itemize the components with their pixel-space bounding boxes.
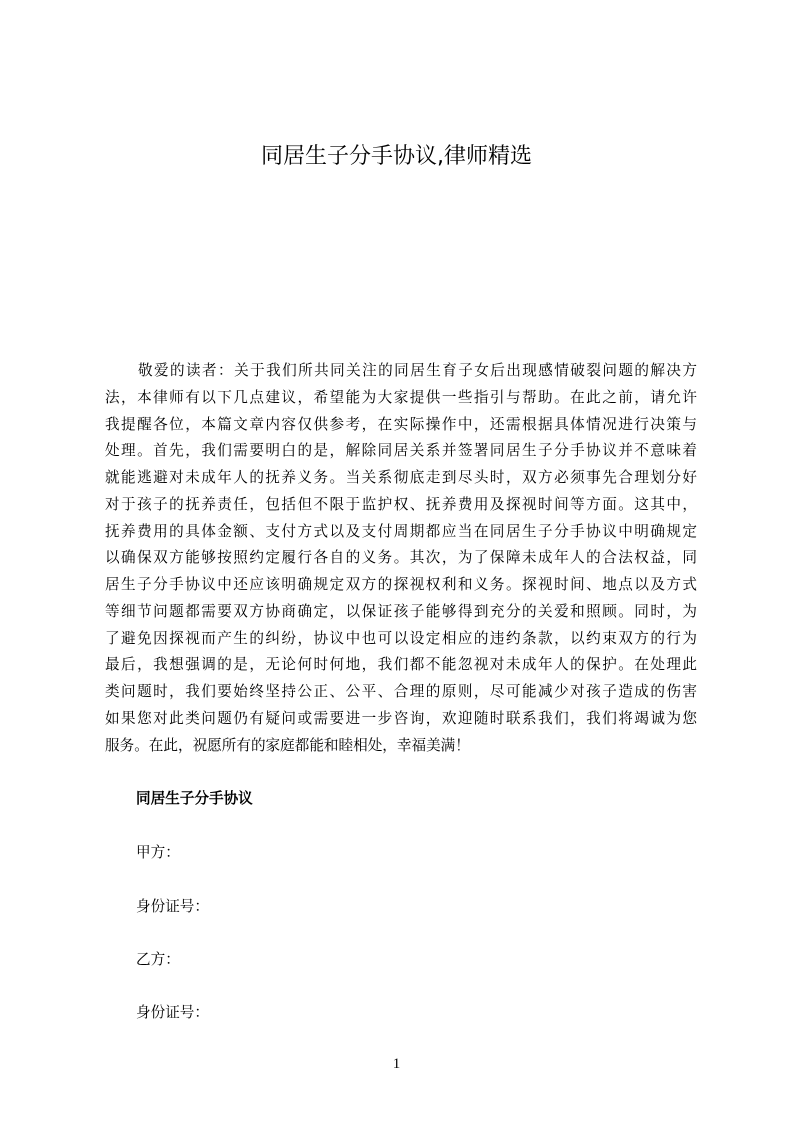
agreement-heading: 同居生子分手协议 [136,790,253,807]
paragraph-line: 我提醒各位，本篇文章内容仅供参考，在实际操作中，还需根据具体情况进行决策与 [105,415,697,433]
paragraph-line: 就能逃避对未成年人的抚养义务。当关系彻底走到尽头时，双方必须事先合理划分好 [105,469,697,486]
paragraph-line: 服务。在此，祝愿所有的家庭都能和睦相处，幸福美满！ [105,736,470,754]
paragraph-line: 对于孩子的抚养责任，包括但不限于监护权、抚养费用及探视时间等方面。这其中， [105,495,697,513]
paragraph-line: 抚养费用的具体金额、支付方式以及支付周期都应当在同居生子分手协议中明确规定 [105,522,697,540]
paragraph-line: 最后，我想强调的是，无论何时何地，我们都不能忽视对未成年人的保护。在处理此 [105,656,697,674]
paragraph-line: 敬爱的读者：关于我们所共同关注的同居生育子女后出现感情破裂问题的解决方 [138,362,697,379]
paragraph-line: 居生子分手协议中还应该明确规定双方的探视权利和义务。探视时间、地点以及方式 [105,576,697,593]
paragraph-line: 类问题时，我们要始终坚持公正、公平、合理的原则，尽可能减少对孩子造成的伤害 [105,683,697,700]
party-a-id-label: 身份证号： [136,898,209,915]
party-a-label: 甲方： [136,844,180,861]
paragraph-line: 处理。首先，我们需要明白的是，解除同居关系并签署同居生子分手协议并不意味着 [105,442,697,460]
paragraph-line: 如果您对此类问题仍有疑问或需要进一步咨询，欢迎随时联系我们，我们将竭诚为您 [105,709,697,727]
paragraph-line: 以确保双方能够按照约定履行各自的义务。其次，为了保障未成年人的合法权益，同 [105,549,697,567]
paragraph-line: 了避免因探视而产生的纠纷，协议中也可以设定相应的违约条款，以约束双方的行为 [105,629,697,647]
party-b-id-label: 身份证号： [136,1004,209,1021]
paragraph-line: 法，本律师有以下几点建议，希望能为大家提供一些指引与帮助。在此之前，请允许 [105,388,697,406]
page-number: 1 [392,1056,401,1072]
paragraph-line: 等细节问题都需要双方协商确定，以保证孩子能够得到充分的关爱和照顾。同时，为 [105,602,697,620]
intro-paragraph [105,358,697,759]
page-title: 同居生子分手协议,律师精选 [261,144,532,169]
party-b-label: 乙方： [136,951,180,968]
